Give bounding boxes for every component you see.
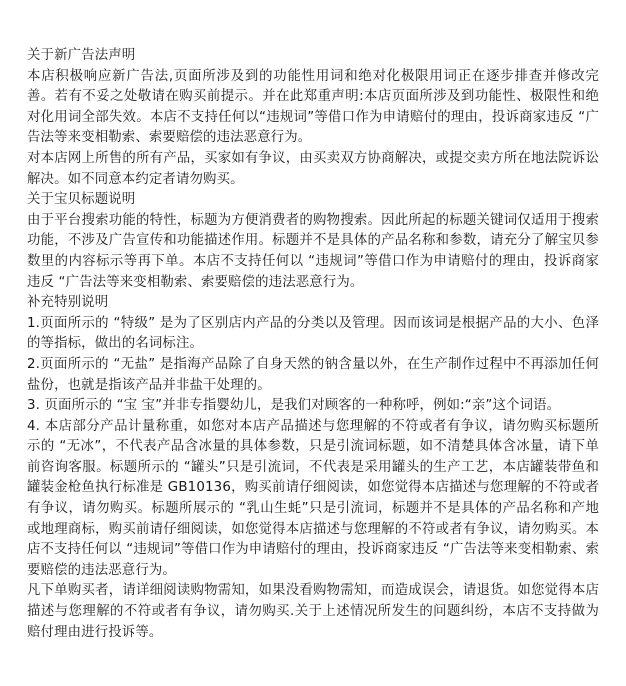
heading-title-explanation: 关于宝贝标题说明 <box>27 192 136 208</box>
notice-document <box>27 46 599 643</box>
note-item-1: 1.页面所示的 “特级” 是为了区别店内产品的分类以及管理。因而该词是根据产品的大小、色泽的等指标，做出的名词标注。 <box>27 315 599 352</box>
paragraph-title-explanation: 由于平台搜索功能的特性，标题为方便消费者的购物搜索。因此所起的标题关键词仅适用于搜索功能，不涉及广告宣传和功能描述作用。标题并不是具体的产品名称和参数，请充分了解宝贝参数里的内容标示等再下单。本店不支持任何以 “违规词”等借口作为申请赔付的理由，投诉商家违反 “广告法等来变相勒索、索要赔偿的违法恶意行为。 <box>27 212 599 290</box>
note-item-4: 4. 本店部分产品计量称重，如您对本店产品描述与您理解的不符或者有争议，请勿购买标题所示的 “无冰”，不代表产品含冰量的具体参数，只是引流词标题，如不清楚具体含冰量，请下单前咨询客服。标题所示的 “罐头”只是引流词，不代表是采用罐头的生产工艺，本店罐装带鱼和罐装金枪鱼执行标准是 GB10136，购买前请仔细阅读，如您觉得本店描述与您理解的不符或者有争议，请勿购买。标题所展示的 “乳山生蚝”只是引流词，标题并不是具体的产品名称和产地或地理商标，购买前请仔细阅读，如您觉得本店描述与您理解的不符或者有争议，请勿购买。本店不支持任何以 “违规词”等借口作为申请赔付的理由，投诉商家违反 “广告法等来变相勒索、索要赔偿的违法恶意行为。 <box>27 418 599 578</box>
paragraph-dispute-resolution: 对本店网上所售的所有产品，买家如有争议，由买卖双方协商解决，或提交卖方所在地法院诉讼解决。如不同意本约定者请勿购买。 <box>27 150 599 187</box>
note-item-2: 2.页面所示的 “无盐” 是指海产品除了自身天然的钠含量以外，在生产制作过程中不再添加任何盐份，也就是指该产品并非盐干处理的。 <box>27 356 599 393</box>
paragraph-ad-law-body: 本店积极响应新广告法,页面所涉及到的功能性用词和绝对化极限用词正在逐步排查并修改完善。若有不妥之处敬请在购买前提示。并在此郑重声明:本店页面所涉及到功能性、极限性和绝对化用词全部失效。本店不支持任何以“违规词”等借口作为申请赔付的理由，投诉商家违反 “广告法等来变相勒索、索要赔偿的违法恶意行为。 <box>27 68 599 146</box>
heading-supplementary-notes: 补充特别说明 <box>27 295 109 311</box>
note-item-3: 3. 页面所示的 “宝 宝”并非专指婴幼儿，是我们对顾客的一种称呼，例如:“亲”这个词语。 <box>27 398 561 414</box>
heading-ad-law-statement: 关于新广告法声明 <box>27 48 136 63</box>
paragraph-purchase-notice: 凡下单购买者，请详细阅读购物需知，如果没看购物需知，而造成误会，请退货。如您觉得本店描述与您理解的不符或者有争议，请勿购买.关于上述情况所发生的问题纠纷，本店不支持做为赔付理由进行投诉等。 <box>27 583 599 640</box>
